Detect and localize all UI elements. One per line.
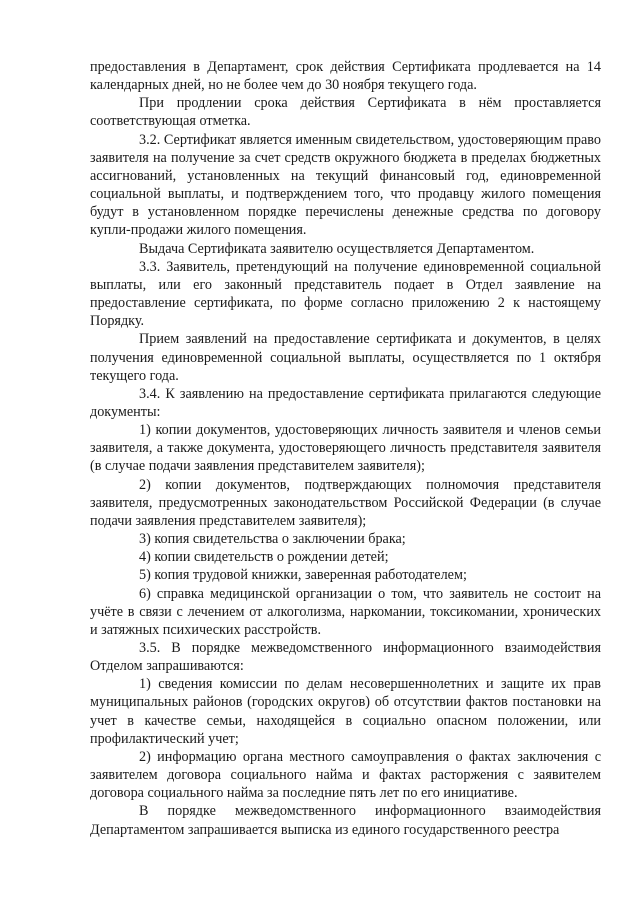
list-item-marriage-certificate: 3) копия свидетельства о заключении брака; bbox=[139, 531, 406, 548]
list-item-medical-certificate: 6) справка медицинской организации о том, что заявитель не состоит на учёте в связи с лечением от алкоголизма, наркомании, токсикомании, хронических и затяжных психических расстройств. bbox=[90, 585, 601, 638]
list-item-identity-documents: 1) копии документов, удостоверяющих личность заявителя и членов семьи заявителя, а также документа, удостоверяющего личность представителя заявителя (в случае подачи заявления представителем заявителя); bbox=[90, 422, 601, 475]
paragraph-3-2: 3.2. Сертификат является именным свидетельством, удостоверяющим право заявителя на получение за счет средств окружного бюджета в пределах бюджетных ассигнований, установленных на текущий финансовый год, единовременной социальной выплаты, и подтверждением того, что продавцу жилого помещения будут в установленном порядке перечислены денежные средства по договору купли-продажи жилого помещения. bbox=[90, 131, 601, 239]
list-item-local-government-info: 2) информацию органа местного самоуправления о фактах заключения с заявителем договора социального найма и фактах расторжения с заявителем договора социального найма за последние пять лет по его инициативе. bbox=[90, 748, 601, 802]
document-page bbox=[90, 58, 601, 839]
paragraph-application-deadline: Прием заявлений на предоставление сертификата и документов, в целях получения единовременной социальной выплаты, осуществляется по 1 октября текущего года. bbox=[90, 331, 601, 384]
paragraph-3-3: 3.3. Заявитель, претендующий на получение единовременной социальной выплаты, или его законный представитель подает в Отдел заявление на предоставление сертификата, по форме согласно приложению 2 к настоящему Порядку. bbox=[90, 258, 601, 330]
paragraph-3-5: 3.5. В порядке межведомственного информационного взаимодействия Отделом запрашиваются: bbox=[90, 640, 601, 675]
paragraph-register-extract: В порядке межведомственного информационного взаимодействия Департаментом запрашивается выписка из единого государственного реестра bbox=[90, 803, 601, 838]
list-item-work-record-book: 5) копия трудовой книжки, заверенная работодателем; bbox=[139, 567, 467, 584]
list-item-authority-documents: 2) копии документов, подтверждающих полномочия представителя заявителя, предусмотренных законодательством Российской Федерации (в случае подачи заявления представителем заявителя); bbox=[90, 476, 601, 529]
paragraph-extension-term: предоставления в Департамент, срок действия Сертификата продлевается на 14 календарных дней, но не более чем до 30 ноября текущего года. bbox=[90, 59, 601, 94]
paragraph-certificate-issue: Выдача Сертификата заявителю осуществляется Департаментом. bbox=[139, 240, 535, 257]
paragraph-3-4: 3.4. К заявлению на предоставление сертификата прилагаются следующие документы: bbox=[90, 385, 601, 420]
paragraph-extension-mark: При продлении срока действия Сертификата в нём проставляется соответствующая отметка. bbox=[90, 95, 601, 130]
list-item-commission-info: 1) сведения комиссии по делам несовершеннолетних и защите их прав муниципальных районов (городских округов) об отсутствии фактов постановки на учет в качестве семьи, находящейся в социально опасном положении, или профилактический учет; bbox=[90, 676, 601, 747]
list-item-birth-certificates: 4) копии свидетельств о рождении детей; bbox=[139, 549, 389, 566]
